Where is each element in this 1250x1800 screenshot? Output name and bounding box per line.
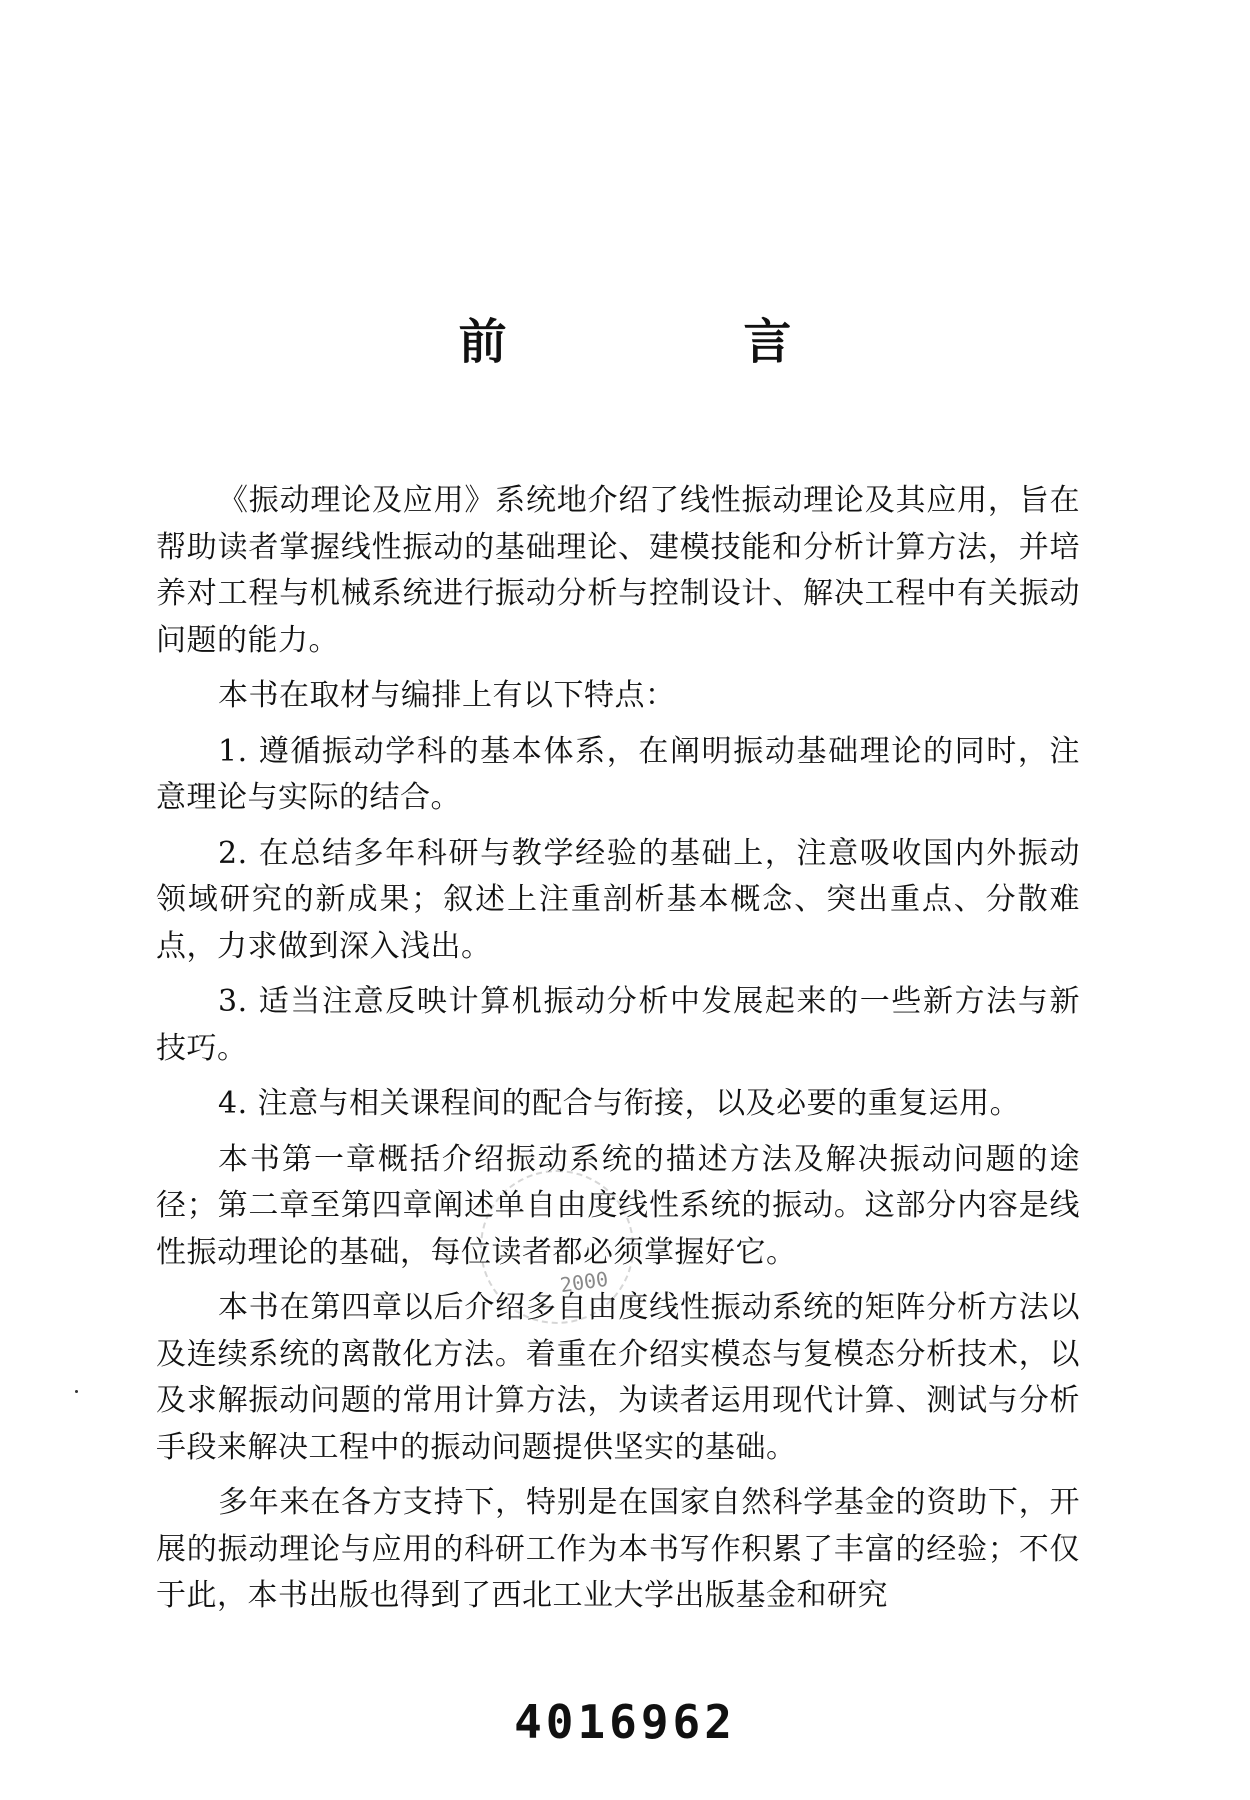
page-title: 前 言 bbox=[458, 314, 902, 370]
paragraph: 本书在第四章以后介绍多自由度线性振动系统的矩阵分析方法以及连续系统的离散化方法。着重在介绍实模态与复模态分析技术，以及求解振动问题的常用计算方法，为读者运用现代计算、测试与分析手段来解决工程中的振动问题提供坚实的基础。 bbox=[156, 1290, 1080, 1465]
paragraph: 4. 注意与相关课程间的配合与衔接，以及必要的重复运用。 bbox=[218, 1086, 1021, 1121]
paragraph: 《振动理论及应用》系统地介绍了线性振动理论及其应用，旨在帮助读者掌握线性振动的基础理论、建模技能和分析计算方法，并培养对工程与机械系统进行振动分析与控制设计、解决工程中有关振动问题的能力。 bbox=[156, 483, 1080, 658]
scan-speck bbox=[75, 1390, 78, 1393]
paragraph: 1. 遵循振动学科的基本体系，在阐明振动基础理论的同时，注意理论与实际的结合。 bbox=[156, 733, 1080, 815]
paragraph: 2. 在总结多年科研与教学经验的基础上，注意吸收国内外振动领域研究的新成果；叙述上注重剖析基本概念、突出重点、分散难点，力求做到深入浅出。 bbox=[156, 835, 1080, 964]
paragraph: 本书第一章概括介绍振动系统的描述方法及解决振动问题的途径；第二章至第四章阐述单自由度线性系统的振动。这部分内容是线性振动理论的基础，每位读者都必须掌握好它。 bbox=[156, 1141, 1080, 1270]
preface-body bbox=[156, 478, 1080, 1629]
accession-number: 4016962 bbox=[514, 1695, 736, 1749]
paragraph: 3. 适当注意反映计算机振动分析中发展起来的一些新方法与新技巧。 bbox=[156, 984, 1080, 1066]
paragraph: 本书在取材与编排上有以下特点： bbox=[218, 678, 676, 713]
stamp-text: 2000 bbox=[558, 1266, 610, 1298]
library-stamp bbox=[480, 1170, 634, 1324]
paragraph: 多年来在各方支持下，特别是在国家自然科学基金的资助下，开展的振动理论与应用的科研工作为本书写作积累了丰富的经验；不仅于此，本书出版也得到了西北工业大学出版基金和研究 bbox=[156, 1485, 1080, 1613]
